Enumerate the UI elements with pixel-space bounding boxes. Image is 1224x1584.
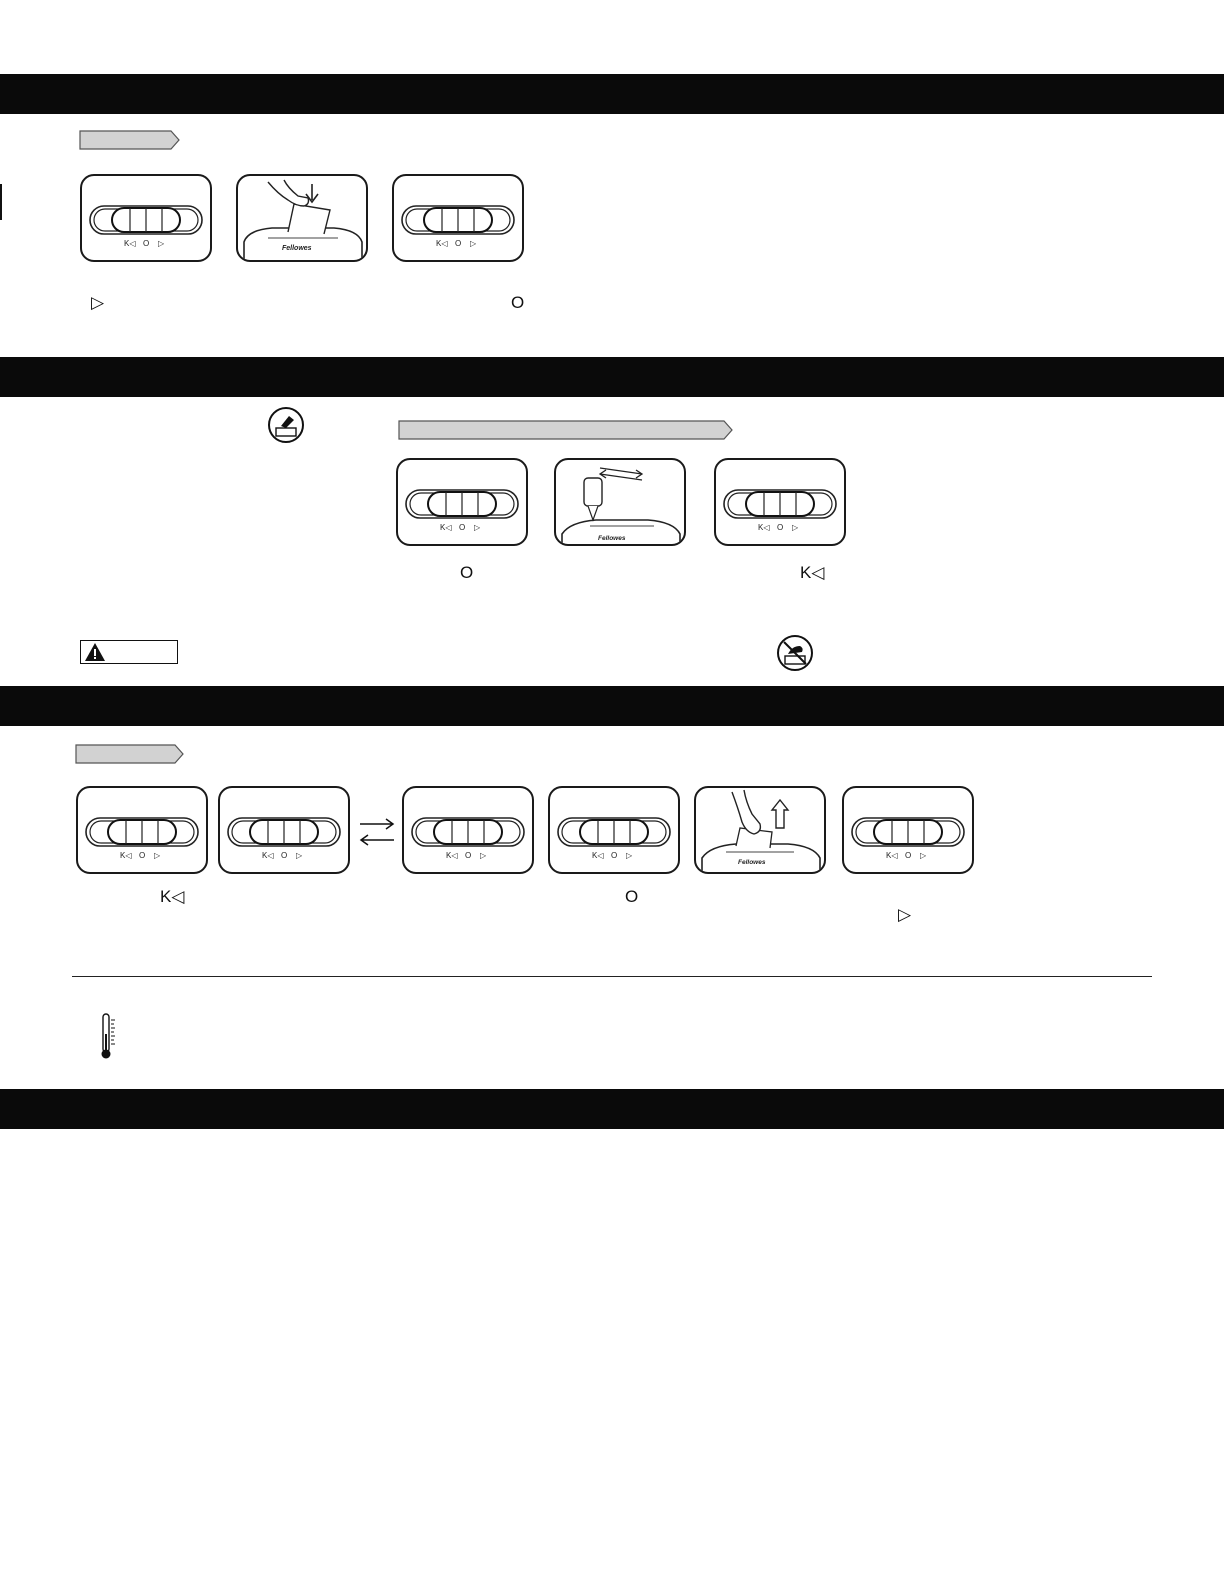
warning-triangle-icon (80, 640, 178, 664)
hand-removing-paper-icon (694, 786, 826, 874)
slide-switch-icon (714, 458, 846, 546)
svg-text:O: O (143, 239, 150, 248)
svg-text:K◁: K◁ (436, 239, 448, 248)
svg-text:▷: ▷ (920, 851, 927, 860)
section-bar-bottom (0, 1089, 1224, 1129)
reverse-symbol: K◁ (160, 887, 185, 906)
svg-text:O: O (139, 851, 146, 860)
section-bar-troubleshooting (0, 686, 1224, 726)
svg-text:K◁: K◁ (446, 851, 458, 860)
off-symbol: O (625, 887, 639, 906)
margin-mark (0, 184, 2, 220)
svg-text:Fellowes: Fellowes (282, 245, 312, 252)
slide-switch-icon (548, 786, 680, 874)
reverse-forward-arrows-icon (358, 814, 396, 855)
svg-text:▷: ▷ (474, 523, 481, 532)
svg-text:O: O (459, 523, 466, 532)
off-symbol: O (460, 563, 474, 582)
svg-text:K◁: K◁ (886, 851, 898, 860)
switch-drawing (78, 788, 206, 872)
section-bar-operation (0, 74, 1224, 114)
svg-text:K◁: K◁ (120, 851, 132, 860)
svg-text:K◁: K◁ (758, 523, 770, 532)
switch-drawing (394, 176, 522, 260)
off-symbol: O (511, 293, 525, 312)
svg-text:O: O (905, 851, 912, 860)
thermometer-icon (98, 1012, 118, 1065)
slide-switch-icon (392, 174, 524, 262)
svg-text:▷: ▷ (626, 851, 633, 860)
svg-text:Fellowes: Fellowes (738, 859, 766, 866)
switch-drawing (844, 788, 972, 872)
slide-switch-icon (402, 786, 534, 874)
arrow-tab-icon (75, 744, 185, 764)
svg-text:K◁: K◁ (262, 851, 274, 860)
svg-text:O: O (465, 851, 472, 860)
slide-switch-icon (80, 174, 212, 262)
svg-text:K◁: K◁ (124, 239, 136, 248)
svg-text:▷: ▷ (792, 523, 799, 532)
slide-switch-icon (76, 786, 208, 874)
switch-drawing (220, 788, 348, 872)
forward-symbol: ▷ (91, 293, 105, 312)
svg-text:K◁: K◁ (592, 851, 604, 860)
svg-text:O: O (281, 851, 288, 860)
section-bar-maintenance (0, 357, 1224, 397)
svg-text:▷: ▷ (480, 851, 487, 860)
slide-switch-icon (842, 786, 974, 874)
slide-switch-icon (218, 786, 350, 874)
divider-line (72, 976, 1152, 977)
svg-text:▷: ▷ (154, 851, 161, 860)
arrow-tab-icon (398, 420, 734, 440)
arrow-tab-icon (79, 130, 181, 150)
svg-text:▷: ▷ (158, 239, 165, 248)
switch-drawing (398, 460, 526, 544)
switch-drawing (716, 460, 844, 544)
svg-text:Fellowes: Fellowes (598, 535, 626, 542)
oil-bottle-icon (554, 458, 686, 546)
switch-drawing (82, 176, 210, 260)
svg-text:O: O (455, 239, 462, 248)
reverse-symbol: K◁ (800, 563, 825, 582)
svg-text:▷: ▷ (470, 239, 477, 248)
svg-text:K◁: K◁ (440, 523, 452, 532)
switch-drawing (404, 788, 532, 872)
switch-drawing (550, 788, 678, 872)
oil-symbol-circle-icon (267, 406, 305, 444)
hand-feeding-paper-icon (236, 174, 368, 262)
svg-text:O: O (611, 851, 618, 860)
svg-text:O: O (777, 523, 784, 532)
slide-switch-icon (396, 458, 528, 546)
forward-symbol: ▷ (898, 905, 912, 924)
no-hands-circle-icon (776, 634, 814, 672)
svg-text:▷: ▷ (296, 851, 303, 860)
